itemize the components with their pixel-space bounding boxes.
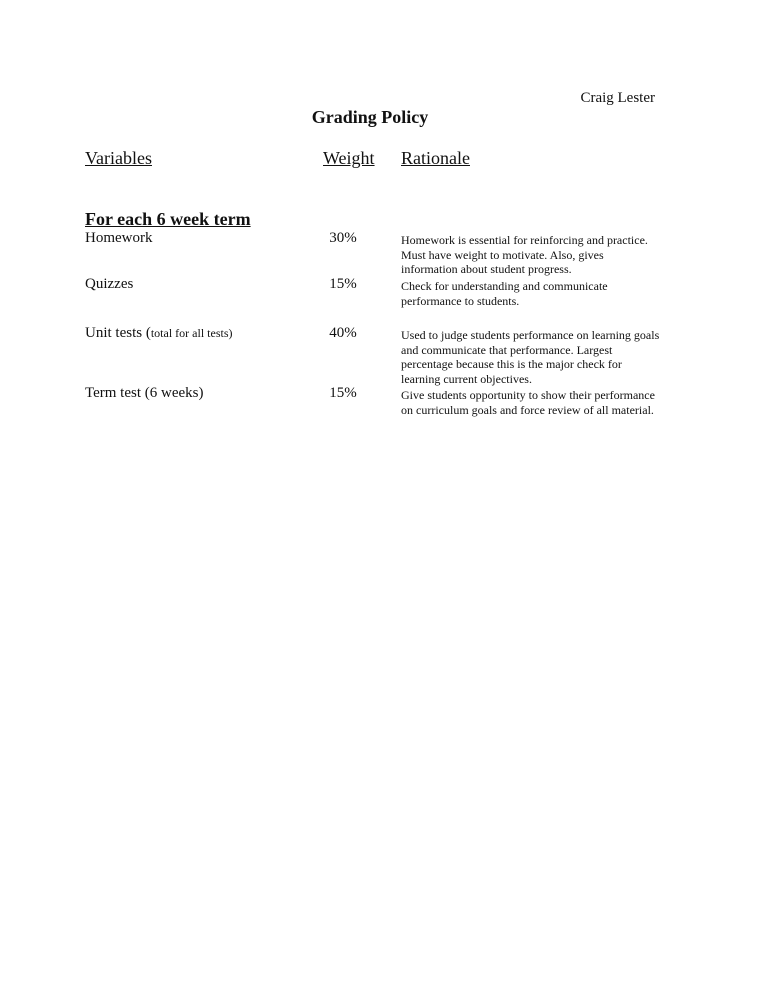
variable-label: Homework xyxy=(85,230,153,246)
document-title: Grading Policy xyxy=(311,107,429,127)
weight-value: 15% xyxy=(329,385,357,401)
rationale-text: Check for understanding and communicate performance to students. xyxy=(401,279,608,308)
weight-value: 15% xyxy=(329,276,357,292)
variable-label: Term test (6 weeks) xyxy=(85,385,204,401)
variables-header: Variables xyxy=(85,148,152,168)
weight-header: Weight xyxy=(323,148,375,168)
variable-label: Unit tests (total for all tests) xyxy=(85,325,233,341)
weight-value: 40% xyxy=(329,325,357,341)
rationale-text: Give students opportunity to show their performance on curriculum goals and force review of all material. xyxy=(401,388,655,417)
rationale-text: Homework is essential for reinforcing and practice. Must have weight to motivate. Also, gives information about student progress. xyxy=(401,233,648,277)
variable-label: Quizzes xyxy=(85,276,134,292)
weight-value: 30% xyxy=(329,230,357,246)
rationale-header: Rationale xyxy=(401,148,470,168)
section-title: For each 6 week term xyxy=(85,209,251,229)
author-name: Craig Lester xyxy=(580,90,655,106)
rationale-text: Used to judge students performance on learning goals and communicate that performance. Largest percentage because this is the major check for learning current objectives. xyxy=(401,328,660,387)
